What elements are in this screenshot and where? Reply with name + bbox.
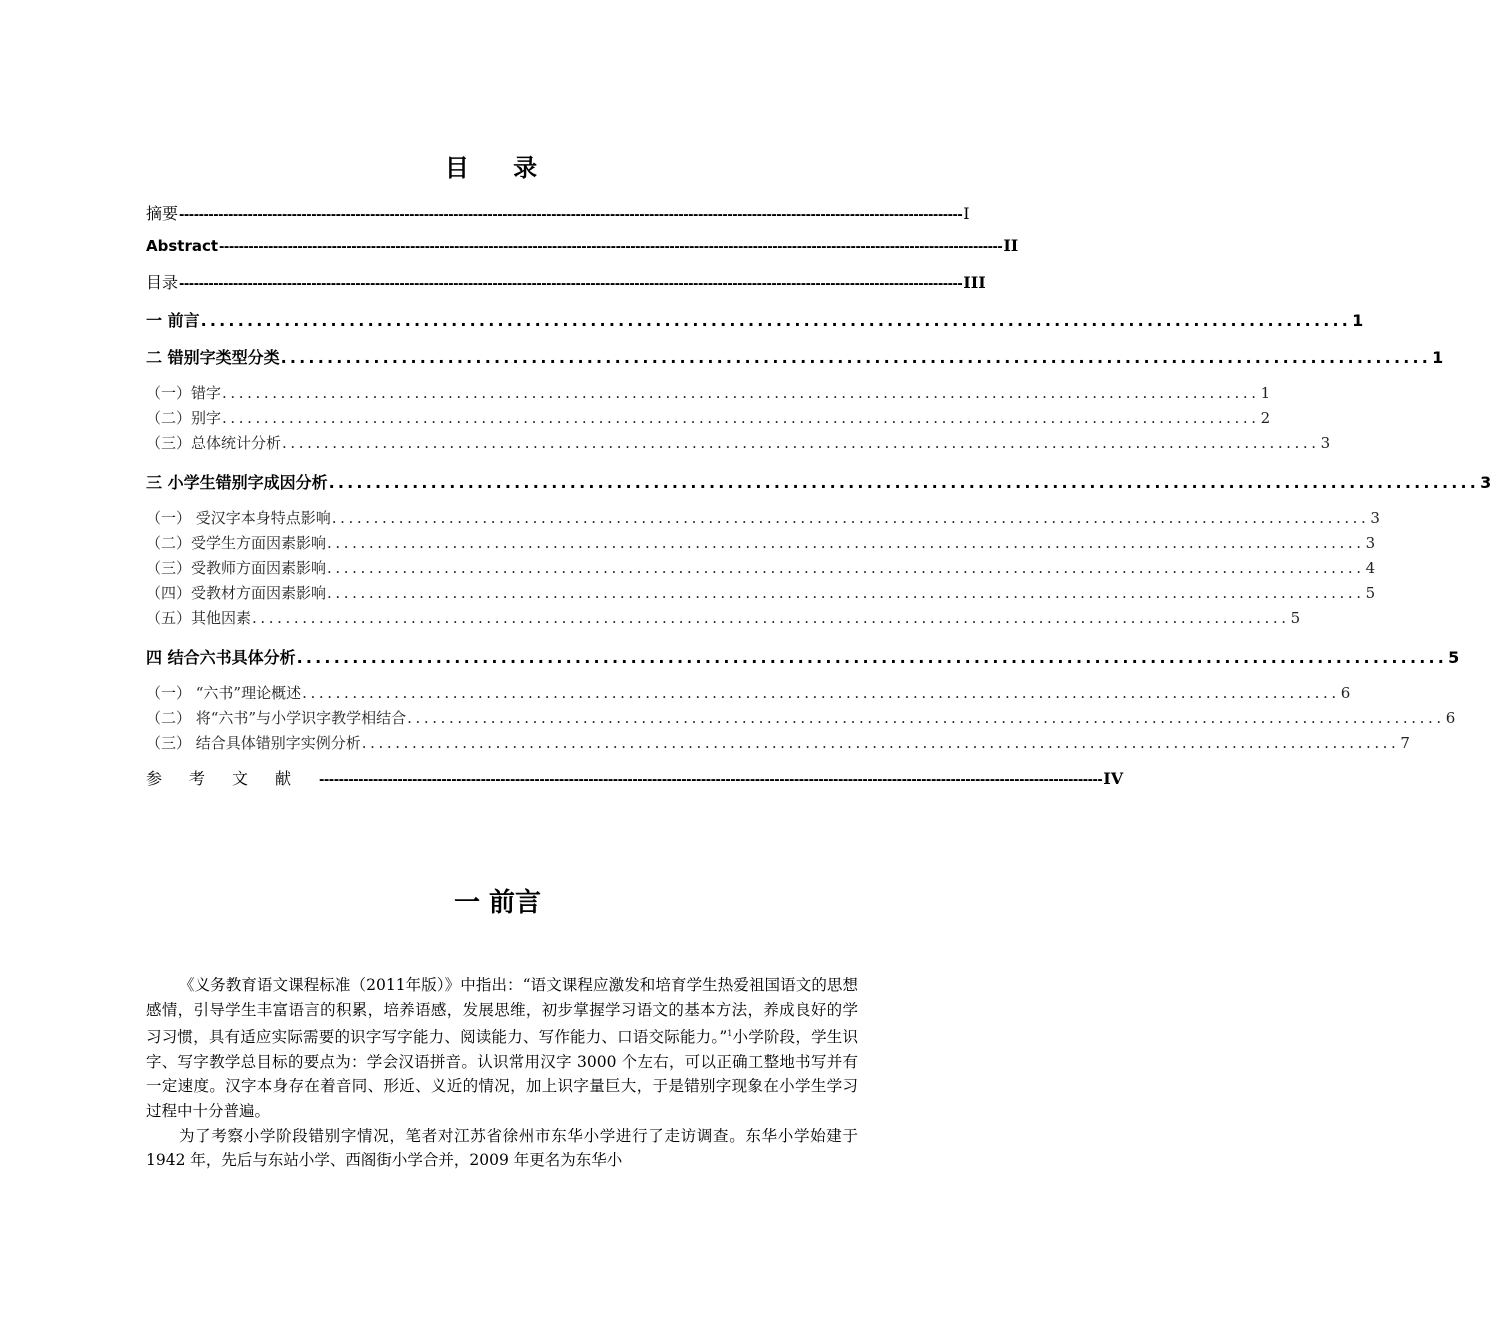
- toc-entry-title: Abstract: [146, 237, 219, 255]
- paragraph: [146, 1124, 858, 1173]
- toc-entry-section-3[interactable]: [146, 470, 1491, 493]
- toc-entry-page: IV: [1103, 769, 1124, 788]
- toc-entry-title: 摘要: [146, 204, 179, 223]
- toc-entry-title: （四）受教材方面因素影响: [146, 584, 327, 602]
- toc-leader: ............................................................................................................................: [200, 311, 1352, 330]
- toc-entry-title: （三） 结合具体错别字实例分析: [146, 734, 361, 752]
- toc-entry-section-1[interactable]: [146, 308, 1364, 331]
- paragraph-text: 小学阶段，学生识字、写字教学总目标的要点为：学会汉语拼音。认识常用汉字 3000 个左右，可以正确工整地书写并有一定速度。汉字本身存在着音同、形近、义近的情况，加上识字量巨大，于是错别字现象在小学生学习过程中十分普遍。: [146, 1028, 858, 1120]
- toc-title: 目 录: [444, 154, 556, 182]
- toc-entry-title: 目录: [146, 273, 179, 292]
- toc-entry-section-4[interactable]: [146, 645, 1460, 668]
- toc-leader: ............................................................................................................................: [222, 384, 1260, 402]
- toc-leader: ............................................................................................................................: [331, 509, 1370, 527]
- toc-entry-title: （一）错字: [146, 384, 222, 402]
- paragraph-text: 为了考察小学阶段错别字情况，笔者对江苏省徐州市东华小学进行了走访调查。东华小学始建于 1942 年，先后与东站小学、西阁街小学合并，2009 年更名为东华小: [146, 1126, 858, 1170]
- toc-entry-page: 7: [1400, 734, 1410, 752]
- toc-entry-title: 一 前言: [146, 311, 200, 330]
- toc-leader: ----------------------------------------------------------------------------------------------------------------------------------------------------------------: [179, 208, 963, 223]
- toc-entry-page: 5: [1290, 609, 1301, 627]
- footnote-reference[interactable]: 1: [727, 1029, 733, 1039]
- toc-entry-page: 3: [1370, 509, 1380, 527]
- toc-leader: ----------------------------------------------------------------------------------------------------------------------------------------------------------------: [219, 240, 1003, 255]
- toc-entry-title: （二）受学生方面因素影响: [146, 534, 327, 552]
- toc-entry-page: III: [963, 273, 986, 292]
- toc-leader: ............................................................................................................................: [280, 348, 1432, 367]
- section-body: [146, 973, 858, 1173]
- toc-entry-section-3-2[interactable]: [146, 532, 1376, 553]
- toc-entry-section-3-1[interactable]: [146, 507, 1380, 528]
- toc-entry-section-2[interactable]: [146, 345, 1444, 368]
- toc-entry-title: （二）别字: [146, 409, 222, 427]
- toc-leader: ............................................................................................................................: [327, 584, 1365, 602]
- toc-entry-page: 3: [1320, 434, 1331, 452]
- toc-entry-section-3-5[interactable]: [146, 607, 1301, 628]
- toc-entry-page: 6: [1445, 709, 1456, 727]
- toc-entry-abstract-cn[interactable]: [146, 201, 970, 224]
- toc-entry-page: II: [1003, 236, 1019, 255]
- toc-leader: ............................................................................................................................: [328, 473, 1480, 492]
- toc-entry-page: 1: [1352, 311, 1364, 330]
- toc-entry-section-3-4[interactable]: [146, 582, 1376, 603]
- toc-entry-title: 参考文献: [146, 769, 319, 788]
- toc-entry-title: （三）总体统计分析: [146, 434, 282, 452]
- toc-entry-section-4-2[interactable]: [146, 707, 1456, 728]
- toc-leader: ............................................................................................................................: [222, 409, 1260, 427]
- toc-entry-page: 1: [1432, 348, 1444, 367]
- toc-leader: ............................................................................................................................: [327, 559, 1365, 577]
- toc-entry-title: （五）其他因素: [146, 609, 252, 627]
- toc-entry-page: 6: [1340, 684, 1351, 702]
- toc-leader: ----------------------------------------------------------------------------------------------------------------------------------------------------------------: [319, 773, 1103, 788]
- toc-entry-page: Ⅰ: [963, 204, 970, 223]
- toc-entry-section-4-3[interactable]: [146, 732, 1410, 753]
- toc-entry-section-4-1[interactable]: [146, 682, 1351, 703]
- paragraph-text: 《义务教育语文课程标准（2011年版）》中指出：“语文课程应激发和培育学生热爱祖国语文的思想感情，引导学生丰富语言的积累，培养语感，发展思维，初步掌握学习语文的基本方法，养成良好的学习习惯，具有适应实际需要的识字写字能力、阅读能力、写作能力、口语交际能力。”: [146, 976, 858, 1047]
- toc-entry-title: （三）受教师方面因素影响: [146, 559, 327, 577]
- toc-entry-page: 4: [1365, 559, 1376, 577]
- toc-entry-section-3-3[interactable]: [146, 557, 1376, 578]
- toc-entry-contents[interactable]: [146, 270, 986, 293]
- toc-leader: ............................................................................................................................: [296, 648, 1448, 667]
- toc-entry-title: 二 错别字类型分类: [146, 348, 280, 367]
- toc-entry-page: 1: [1260, 384, 1271, 402]
- toc-entry-title: 三 小学生错别字成因分析: [146, 473, 328, 492]
- toc-leader: ............................................................................................................................: [282, 434, 1320, 452]
- section-heading: 一 前言: [453, 888, 542, 918]
- toc-entry-section-2-2[interactable]: [146, 407, 1271, 428]
- toc-leader: ............................................................................................................................: [327, 534, 1365, 552]
- toc-entry-page: 3: [1365, 534, 1376, 552]
- toc-entry-abstract-en[interactable]: [146, 236, 1019, 255]
- toc-entry-title: （一） 受汉字本身特点影响: [146, 509, 331, 527]
- toc-leader: ............................................................................................................................: [407, 709, 1445, 727]
- toc-entry-page: 5: [1448, 648, 1460, 667]
- toc-entry-references[interactable]: [146, 766, 1124, 789]
- toc-leader: ............................................................................................................................: [252, 609, 1290, 627]
- toc-leader: ----------------------------------------------------------------------------------------------------------------------------------------------------------------: [179, 277, 963, 292]
- toc-entry-section-2-3[interactable]: [146, 432, 1331, 453]
- toc-entry-title: （一） “六书”理论概述: [146, 684, 302, 702]
- toc-entry-page: 3: [1480, 473, 1491, 492]
- toc-entry-title: （二） 将“六书”与小学识字教学相结合: [146, 709, 407, 727]
- toc-leader: ............................................................................................................................: [302, 684, 1340, 702]
- toc-entry-page: 2: [1260, 409, 1271, 427]
- toc-entry-page: 5: [1365, 584, 1376, 602]
- toc-leader: ............................................................................................................................: [361, 734, 1400, 752]
- toc-entry-section-2-1[interactable]: [146, 382, 1271, 403]
- toc-entry-title: 四 结合六书具体分析: [146, 648, 296, 667]
- paragraph: [146, 973, 858, 1124]
